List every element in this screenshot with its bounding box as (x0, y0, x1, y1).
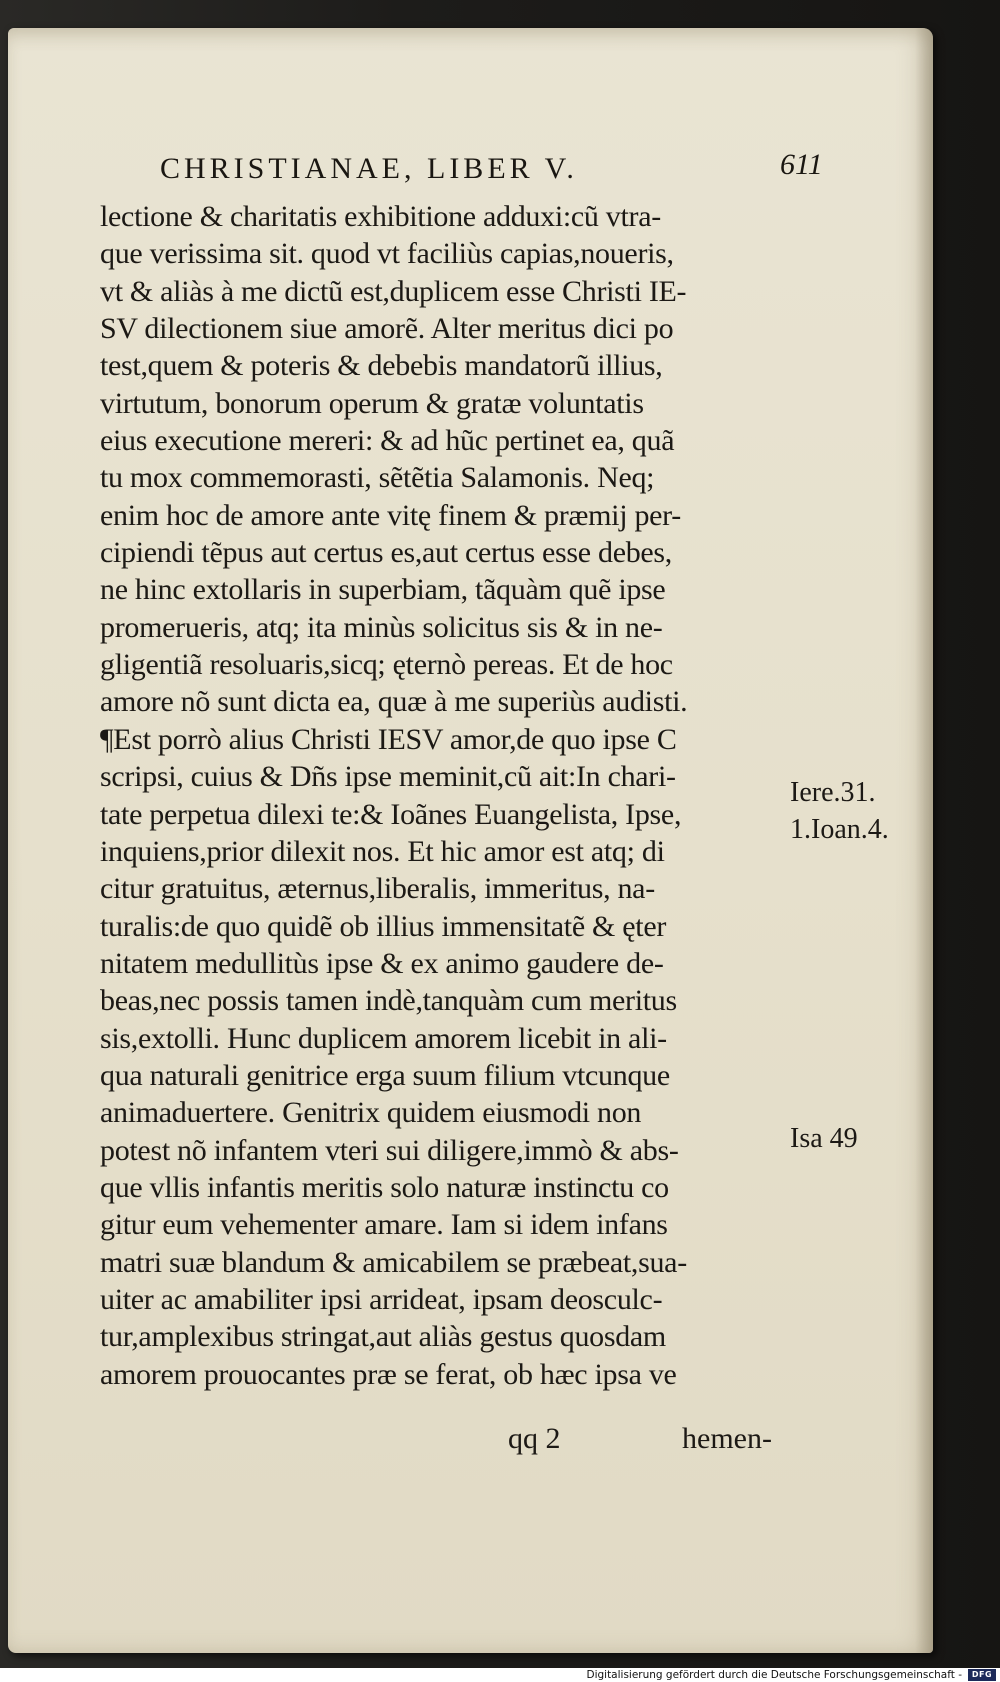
text-line: ¶Est porrò alius Christi IESV amor,de quo ipse C (100, 722, 677, 756)
text-line: matri suæ blandum & amicabilem se præbeat,sua- (100, 1245, 687, 1279)
text-line: que verissima sit. quod vt faciliùs capias,noueris, (100, 237, 674, 271)
text-line: sis,extolli. Hunc duplicem amorem licebit in ali- (100, 1021, 667, 1055)
text-line: animaduertere. Genitrix quidem eiusmodi non (100, 1096, 642, 1130)
text-line: vt & aliàs à me dictũ est,duplicem esse Christi IE- (100, 274, 687, 308)
text-line: amore nõ sunt dicta ea, quæ à me superiùs audisti. (100, 685, 688, 719)
text-line: tur,amplexibus stringat,aut aliàs gestus quosdam (100, 1320, 666, 1354)
signature-mark: qq 2 (508, 1422, 561, 1455)
text-line: lectione & charitatis exhibitione adduxi:cũ vtra- (100, 200, 661, 233)
text-line: tu mox commemorasti, sẽtẽtia Salamonis. Neq; (100, 461, 655, 495)
text-line: cipiendi tẽpus aut certus es,aut certus esse debes, (100, 536, 673, 570)
folio-number: 611 (780, 148, 823, 181)
digitization-credit: Digitalisierung gefördert durch die Deutsche Forschungsgemeinschaft - (586, 1669, 962, 1681)
text-line: uiter ac amabiliter ipsi arrideat, ipsam deosculc- (100, 1282, 663, 1316)
body-text (100, 198, 800, 1393)
text-line: amorem prouocantes præ se ferat, ob hæc ipsa ve (100, 1357, 677, 1391)
text-line: gligentiã resoluaris,sicq; ęternò pereas. Et de hoc (100, 648, 673, 682)
catchword: hemen- (682, 1422, 772, 1455)
text-line: ne hinc extollaris in superbiam, tãquàm quẽ ipse (100, 573, 666, 607)
text-line: potest nõ infantem vteri sui diligere,immò & abs- (100, 1133, 679, 1167)
text-line: citur gratuitus, æternus,liberalis, immeritus, na- (100, 872, 655, 906)
page-header (0, 148, 1000, 192)
text-line: turalis:de quo quidẽ ob illius immensitatẽ & ęter (100, 909, 667, 943)
page-edge-shadow (915, 28, 933, 1653)
text-line: nitatem medullitùs ipse & ex animo gaudere de- (100, 946, 664, 980)
text-line: virtutum, bonorum operum & gratæ voluntatis (100, 386, 644, 420)
text-line: qua naturali genitrice erga suum filium vtcunque (100, 1058, 670, 1092)
text-line: promerueris, atq; ita minùs solicitus sis & in ne- (100, 610, 663, 644)
text-line: enim hoc de amore ante vitę finem & præmij per- (100, 498, 681, 532)
text-line: tate perpetua dilexi te:& Ioãnes Euangelista, Ipse, (100, 797, 682, 831)
text-line: que vllis infantis meritis solo naturæ instinctu co (100, 1170, 669, 1204)
text-line: eius executione mereri: & ad hũc pertinet ea, quã (100, 424, 675, 458)
marginal-reference: Iere.31. (790, 777, 876, 808)
text-line: SV dilectionem siue amorẽ. Alter meritus dici po (100, 312, 674, 346)
text-line: gitur eum vehementer amare. Iam si idem infans (100, 1208, 668, 1242)
text-line: scripsi, cuius & Dñs ipse meminit,cũ ait:In chari- (100, 760, 676, 794)
dfg-logo: DFG (968, 1669, 996, 1681)
text-line: inquiens,prior dilexit nos. Et hic amor est atq; di (100, 834, 665, 868)
running-title: CHRISTIANAE, LIBER V. (160, 152, 578, 185)
text-line: test,quem & poteris & debebis mandatorũ illius, (100, 349, 663, 383)
marginal-reference: Isa 49 (790, 1123, 858, 1154)
text-line: beas,nec possis tamen indè,tanquàm cum meritus (100, 984, 677, 1018)
marginal-reference: 1.Ioan.4. (790, 814, 889, 845)
